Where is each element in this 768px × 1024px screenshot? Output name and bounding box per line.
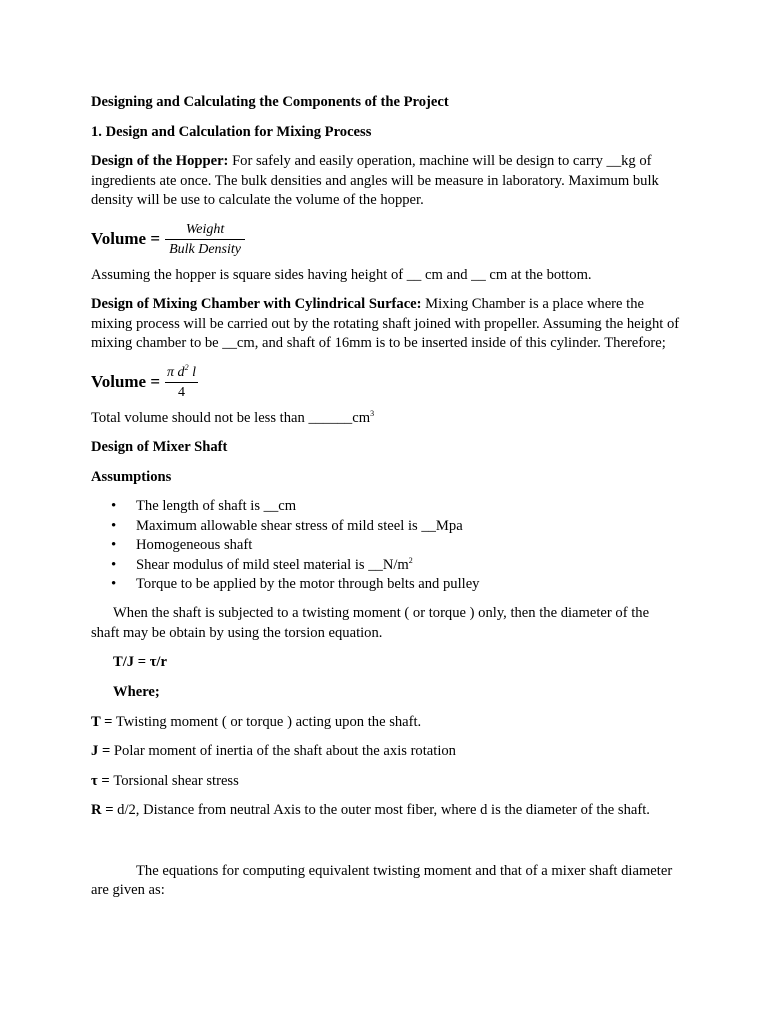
definition-item: T = Twisting moment ( or torque ) acting upon the shaft. <box>91 713 422 730</box>
chamber-label: Design of Mixing Chamber with Cylindrical Surface: <box>91 296 422 313</box>
definition-item: τ = Torsional shear stress <box>91 772 239 789</box>
document-page <box>91 93 681 911</box>
hopper-label: Design of the Hopper: <box>91 153 229 170</box>
shaft-heading: Design of Mixer Shaft <box>91 439 228 456</box>
list-item: • Torque to be applied by the motor through belts and pulley <box>91 575 681 594</box>
total-volume-line: Total volume should not be less than $\_\_\_\_\_\_cm^3$ <box>91 408 375 426</box>
chamber-paragraph <box>91 295 681 353</box>
hopper-text: For safely and easily operation, machine will be design to carry __kg of ingredients ate once. The bulk densities and angles will be measure in laboratory. Maximum bulk density will be use to calculate the volume of the hopper. <box>91 153 659 208</box>
spacer <box>91 831 681 862</box>
fraction-numerator: π $d^2$ l <box>165 364 198 383</box>
fraction-numerator: Weight <box>165 221 245 240</box>
list-item: • Maximum allowable shear stress of mild steel is __Mpa <box>91 517 681 536</box>
list-item: • Homogeneous shaft <box>91 536 681 555</box>
equation-lhs: Volume = <box>91 229 161 249</box>
volume-equation-2 <box>91 364 681 401</box>
final-paragraph: The equations for computing equivalent twisting moment and that of a mixer shaft diameter are given as: <box>91 862 673 899</box>
volume-equation-1 <box>91 221 681 258</box>
list-item: • The length of shaft is __cm <box>91 497 681 516</box>
document-heading: Designing and Calculating the Components of the Project <box>91 94 449 110</box>
equation-lhs: Volume = <box>91 372 161 392</box>
section-heading: 1. Design and Calculation for Mixing Process <box>91 123 372 140</box>
fraction <box>165 364 198 401</box>
hopper-assumption: Assuming the hopper is square sides having height of __ cm and __ cm at the bottom. <box>91 266 592 283</box>
torsion-paragraph: When the shaft is subjected to a twisting moment ( or torque ) only, then the diameter of the shaft may be obtain by using the torsion equation. <box>91 605 650 641</box>
hopper-paragraph <box>91 152 681 210</box>
torsion-equation: T/J = τ/r <box>113 654 167 671</box>
fraction-denominator: 4 <box>178 384 185 400</box>
fraction <box>165 221 245 258</box>
where-label: Where; <box>113 684 160 700</box>
list-item: • Shear modulus of mild steel material is $\_\_N/m^2$ <box>91 556 681 575</box>
assumptions-list <box>91 497 681 594</box>
definition-item: R = d/2, Distance from neutral Axis to the outer most fiber, where d is the diameter of the shaft. <box>91 802 650 819</box>
definition-item: J = Polar moment of inertia of the shaft about the axis rotation <box>91 743 456 760</box>
chamber-text: Mixing Chamber is a place where the mixing process will be carried out by the rotating shaft joined with propeller. Assuming the height of mixing chamber to be __cm, and shaft of 16mm is to be inserted inside of this cylinder. Therefore; <box>91 296 680 351</box>
fraction-denominator: Bulk Density <box>169 241 241 257</box>
assumptions-heading: Assumptions <box>91 468 172 485</box>
